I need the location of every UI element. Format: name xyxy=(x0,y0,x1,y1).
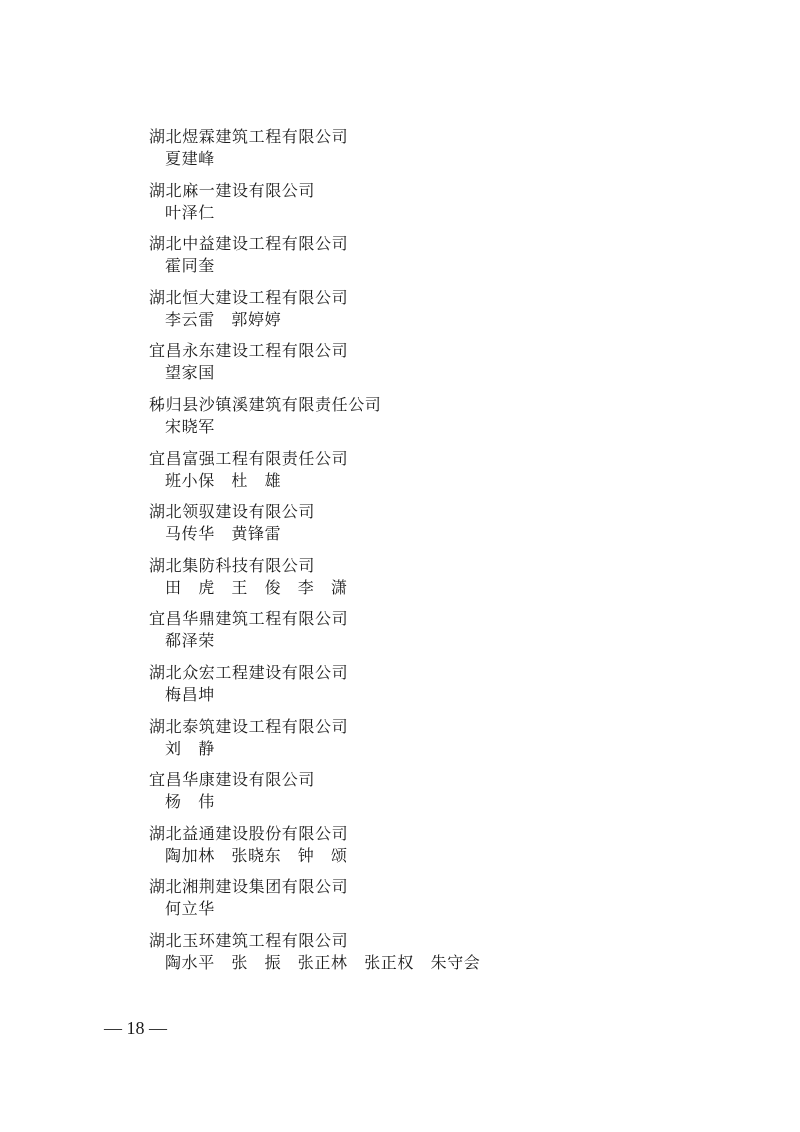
person-names: 何立华 xyxy=(165,899,215,919)
person-names: 马传华 黄锋雷 xyxy=(165,524,282,544)
list-item xyxy=(149,662,749,716)
list-item xyxy=(149,608,749,662)
company-name: 湖北湘荆建设集团有限公司 xyxy=(149,877,349,897)
company-list xyxy=(149,126,749,984)
company-name: 湖北众宏工程建设有限公司 xyxy=(149,662,349,682)
company-name: 秭归县沙镇溪建筑有限责任公司 xyxy=(149,394,382,414)
company-name: 湖北玉环建筑工程有限公司 xyxy=(149,930,349,950)
page-number: — 18 — xyxy=(104,1018,167,1038)
company-name: 宜昌华鼎建筑工程有限公司 xyxy=(149,609,349,629)
list-item xyxy=(149,769,749,823)
list-item xyxy=(149,233,749,287)
company-name: 湖北领驭建设有限公司 xyxy=(149,502,316,522)
list-item xyxy=(149,501,749,555)
company-name: 湖北恒大建设工程有限公司 xyxy=(149,287,349,307)
company-name: 湖北益通建设股份有限公司 xyxy=(149,823,349,843)
company-name: 宜昌永东建设工程有限公司 xyxy=(149,341,349,361)
list-item xyxy=(149,287,749,341)
company-name: 湖北煜霖建筑工程有限公司 xyxy=(149,127,349,146)
person-names: 李云雷 郭婷婷 xyxy=(165,309,282,329)
person-names: 梅昌坤 xyxy=(165,684,215,704)
list-item xyxy=(149,930,749,984)
list-item xyxy=(149,716,749,770)
person-names: 田 虎 王 俊 李 潇 xyxy=(165,577,348,597)
company-name: 宜昌华康建设有限公司 xyxy=(149,770,316,790)
person-names: 霍同奎 xyxy=(165,256,215,276)
person-names: 刘 静 xyxy=(165,738,215,758)
company-name: 宜昌富强工程有限责任公司 xyxy=(149,448,349,468)
person-names: 杨 伟 xyxy=(165,792,215,812)
person-names: 望家国 xyxy=(165,363,215,383)
list-item xyxy=(149,823,749,877)
company-name: 湖北中益建设工程有限公司 xyxy=(149,234,349,254)
person-names: 班小保 杜 雄 xyxy=(165,470,282,490)
person-names: 陶水平 张 振 张正林 张正权 朱守会 xyxy=(165,952,481,972)
list-item xyxy=(149,394,749,448)
company-name: 湖北集防科技有限公司 xyxy=(149,555,316,575)
company-name: 湖北麻一建设有限公司 xyxy=(149,180,316,200)
list-item xyxy=(149,555,749,609)
person-names: 郗泽荣 xyxy=(165,631,215,651)
list-item xyxy=(149,180,749,234)
list-item xyxy=(149,126,749,180)
company-name: 湖北泰筑建设工程有限公司 xyxy=(149,716,349,736)
person-names: 夏建峰 xyxy=(165,149,215,168)
list-item xyxy=(149,876,749,930)
list-item xyxy=(149,448,749,502)
list-item xyxy=(149,340,749,394)
person-names: 宋晓军 xyxy=(165,416,215,436)
person-names: 叶泽仁 xyxy=(165,202,215,222)
person-names: 陶加林 张晓东 钟 颂 xyxy=(165,845,348,865)
